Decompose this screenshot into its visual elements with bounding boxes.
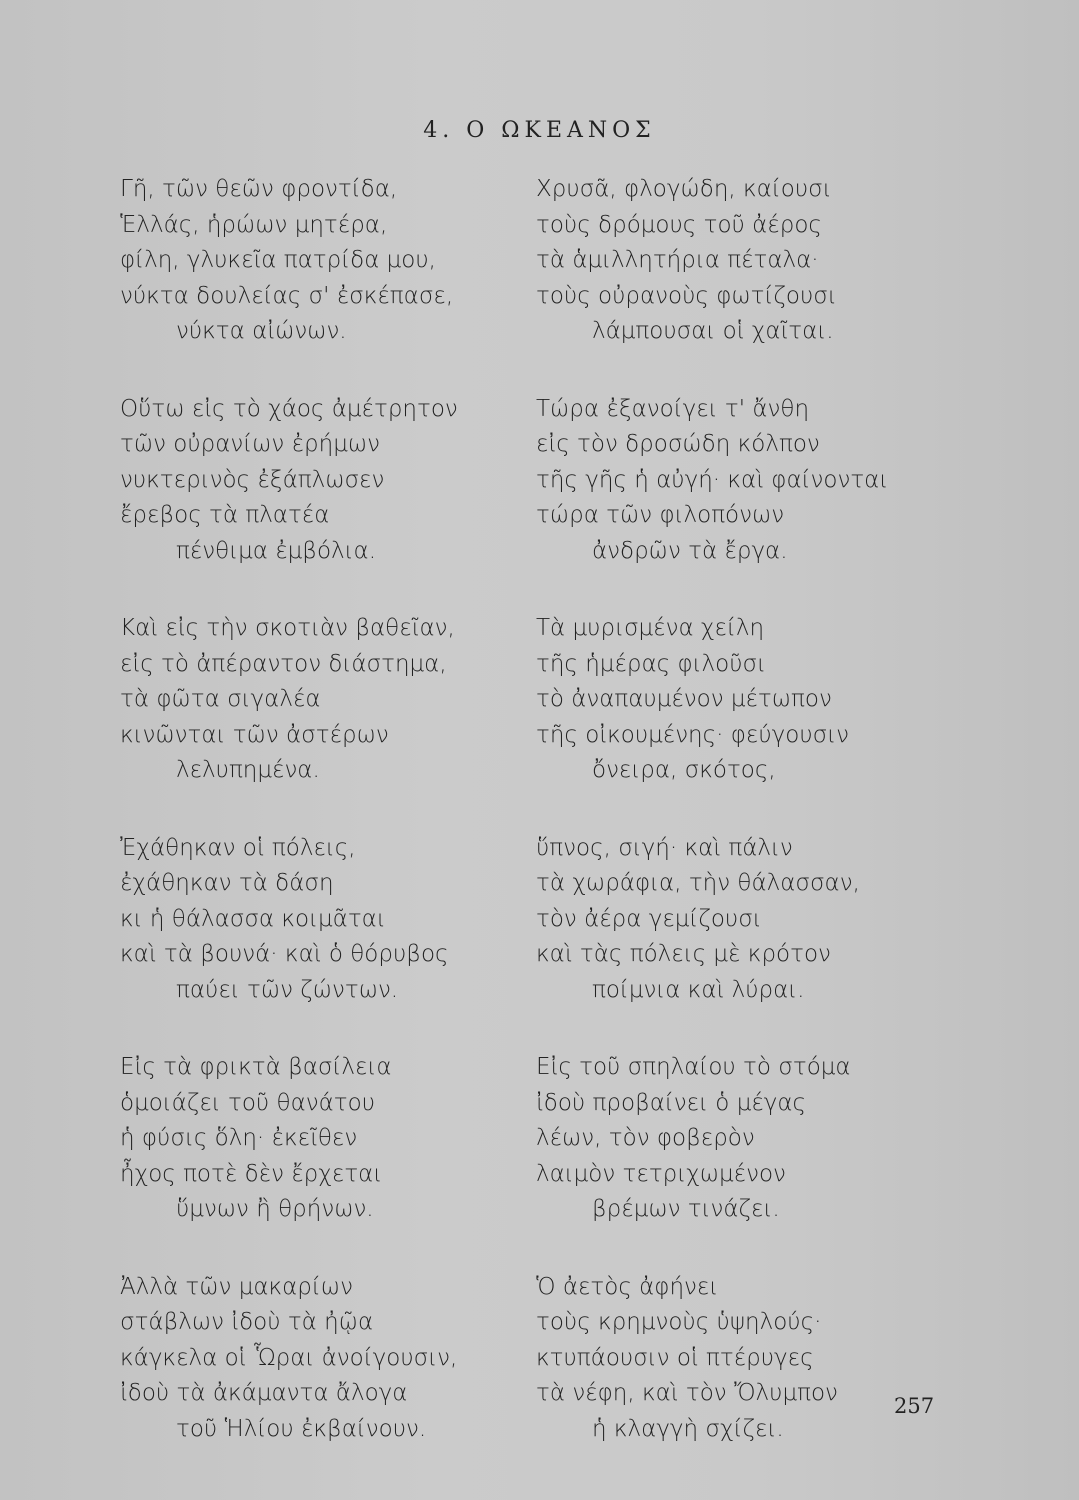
verse-line: λελυπημένα. xyxy=(176,757,320,783)
stanza xyxy=(536,1050,936,1228)
verse-line: πένθιμα ἐμβόλια. xyxy=(176,537,377,564)
verse-line: Γῆ, τῶν θεῶν φροντίδα, xyxy=(120,176,398,202)
verse-line: τώρα τῶν φιλοπόνων xyxy=(536,502,785,528)
verse-line: τὸν ἀέρα γεμίζουσι xyxy=(536,905,762,932)
poem-title: 4. Ο ΩΚΕΑΝΟΣ xyxy=(423,118,656,143)
verse-line: Ἐχάθηκαν οἱ πόλεις, xyxy=(120,834,356,861)
verse-line: τὰ νέφη, καὶ τὸν Ὄλυμπον xyxy=(536,1380,838,1406)
page-number: 257 xyxy=(894,1394,935,1418)
verse-line: ἔρεβος τὰ πλατέα xyxy=(120,502,330,528)
stanza xyxy=(120,1050,520,1228)
verse-line: κι ἡ θάλασσα κοιμᾶται xyxy=(120,905,386,932)
stanza xyxy=(536,392,936,570)
stanza xyxy=(120,392,520,570)
verse-line: βρέμων τινάζει. xyxy=(592,1196,780,1222)
verse-line: τῆς ἡμέρας φιλοῦσι xyxy=(536,650,766,677)
verse-line: ἡ κλαγγὴ σχίζει. xyxy=(592,1415,784,1442)
verse-line: φίλη, γλυκεῖα πατρίδα μου, xyxy=(120,247,436,273)
stanza xyxy=(120,611,520,789)
verse-line: Εἰς τοῦ σπηλαίου τὸ στόμα xyxy=(536,1054,851,1080)
verse-line: καὶ τὰ βουνά· καὶ ὁ θόρυβος xyxy=(120,941,449,967)
verse-line: στάβλων ἰδοὺ τὰ ἠῷα xyxy=(120,1309,374,1335)
verse-line: ἦχος ποτὲ δὲν ἔρχεται xyxy=(120,1160,383,1187)
left-column xyxy=(120,172,520,1489)
verse-line: Ὁ ἀετὸς ἀφήνει xyxy=(536,1273,719,1300)
stanza xyxy=(120,831,520,1009)
verse-line: τῆς οἰκουμένης· φεύγουσιν xyxy=(536,721,849,748)
verse-line: καὶ τὰς πόλεις μὲ κρότον xyxy=(536,941,831,967)
verse-line: τοὺς δρόμους τοῦ ἀέρος xyxy=(536,211,822,238)
stanza xyxy=(536,172,936,350)
verse-line: ἐχάθηκαν τὰ δάση xyxy=(120,870,334,896)
stanza xyxy=(536,611,936,789)
verse-line: νυκτερινὸς ἐξάπλωσεν xyxy=(120,466,385,493)
verse-line: ἡ φύσις ὅλη· ἐκεῖθεν xyxy=(120,1125,358,1151)
verse-line: κτυπάουσιν οἱ πτέρυγες xyxy=(536,1344,814,1371)
right-column xyxy=(536,172,936,1489)
verse-line: ὁμοιάζει τοῦ θανάτου xyxy=(120,1089,376,1116)
verse-line: λάμπουσαι οἱ χαῖται. xyxy=(592,318,834,344)
verse-line: Τὰ μυρισμένα χείλη xyxy=(536,615,765,641)
verse-line: ὕμνων ἢ θρήνων. xyxy=(176,1196,374,1222)
verse-line: κάγκελα οἱ Ὧραι ἀνοίγουσιν, xyxy=(120,1344,458,1371)
verse-line: νύκτα αἰώνων. xyxy=(176,318,347,344)
verse-line: λαιμὸν τετριχωμένον xyxy=(536,1160,786,1187)
verse-line: Ἑλλάς, ἡρώων μητέρα, xyxy=(120,211,388,238)
verse-line: εἰς τὸ ἀπέραντον διάστημα, xyxy=(120,650,447,677)
verse-line: ὕπνος, σιγή· καὶ πάλιν xyxy=(536,834,793,861)
verse-line: τὸ ἀναπαυμένον μέτωπον xyxy=(536,686,832,712)
verse-line: τὰ φῶτα σιγαλέα xyxy=(120,686,321,712)
verse-line: τοὺς κρημνοὺς ὑψηλούς· xyxy=(536,1309,822,1335)
verse-line: τοῦ Ἡλίου ἐκβαίνουν. xyxy=(176,1415,427,1442)
verse-line: Ἀλλὰ τῶν μακαρίων xyxy=(120,1273,353,1300)
stanza xyxy=(536,831,936,1009)
verse-line: ὄνειρα, σκότος, xyxy=(592,757,776,783)
verse-line: τὰ ἁμιλλητήρια πέταλα· xyxy=(536,247,819,273)
verse-line: Καὶ εἰς τὴν σκοτιὰν βαθεῖαν, xyxy=(120,615,455,641)
verse-line: τὰ χωράφια, τὴν θάλασσαν, xyxy=(536,870,860,896)
verse-line: ἰδοὺ προβαίνει ὁ μέγας xyxy=(536,1089,807,1116)
verse-line: κινῶνται τῶν ἀστέρων xyxy=(120,721,389,748)
verse-line: τῆς γῆς ἡ αὐγή· καὶ φαίνονται xyxy=(536,466,889,493)
verse-line: ποίμνια καὶ λύραι. xyxy=(592,976,805,1003)
stanza xyxy=(120,172,520,350)
verse-line: Εἰς τὰ φρικτὰ βασίλεια xyxy=(120,1054,392,1080)
stanza xyxy=(120,1270,520,1448)
verse-line: εἰς τὸν δροσώδη κόλπον xyxy=(536,431,820,457)
stanza xyxy=(536,1270,936,1448)
verse-line: τῶν οὐρανίων ἐρήμων xyxy=(120,431,380,457)
verse-line: Τώρα ἐξανοίγει τ' ἄνθη xyxy=(536,395,810,422)
verse-line: παύει τῶν ζώντων. xyxy=(176,976,399,1003)
verse-line: τοὺς οὐρανοὺς φωτίζουσι xyxy=(536,282,837,309)
verse-line: ἀνδρῶν τὰ ἔργα. xyxy=(592,537,788,564)
verse-line: Χρυσᾶ, φλογώδη, καίουσι xyxy=(536,176,832,202)
verse-line: νύκτα δουλείας σ' ἐσκέπασε, xyxy=(120,282,454,309)
verse-line: λέων, τὸν φοβερὸν xyxy=(536,1125,755,1151)
verse-line: ἰδοὺ τὰ ἀκάμαντα ἄλογα xyxy=(120,1380,408,1406)
verse-line: Οὕτω εἰς τὸ χάος ἀμέτρητον xyxy=(120,395,458,422)
